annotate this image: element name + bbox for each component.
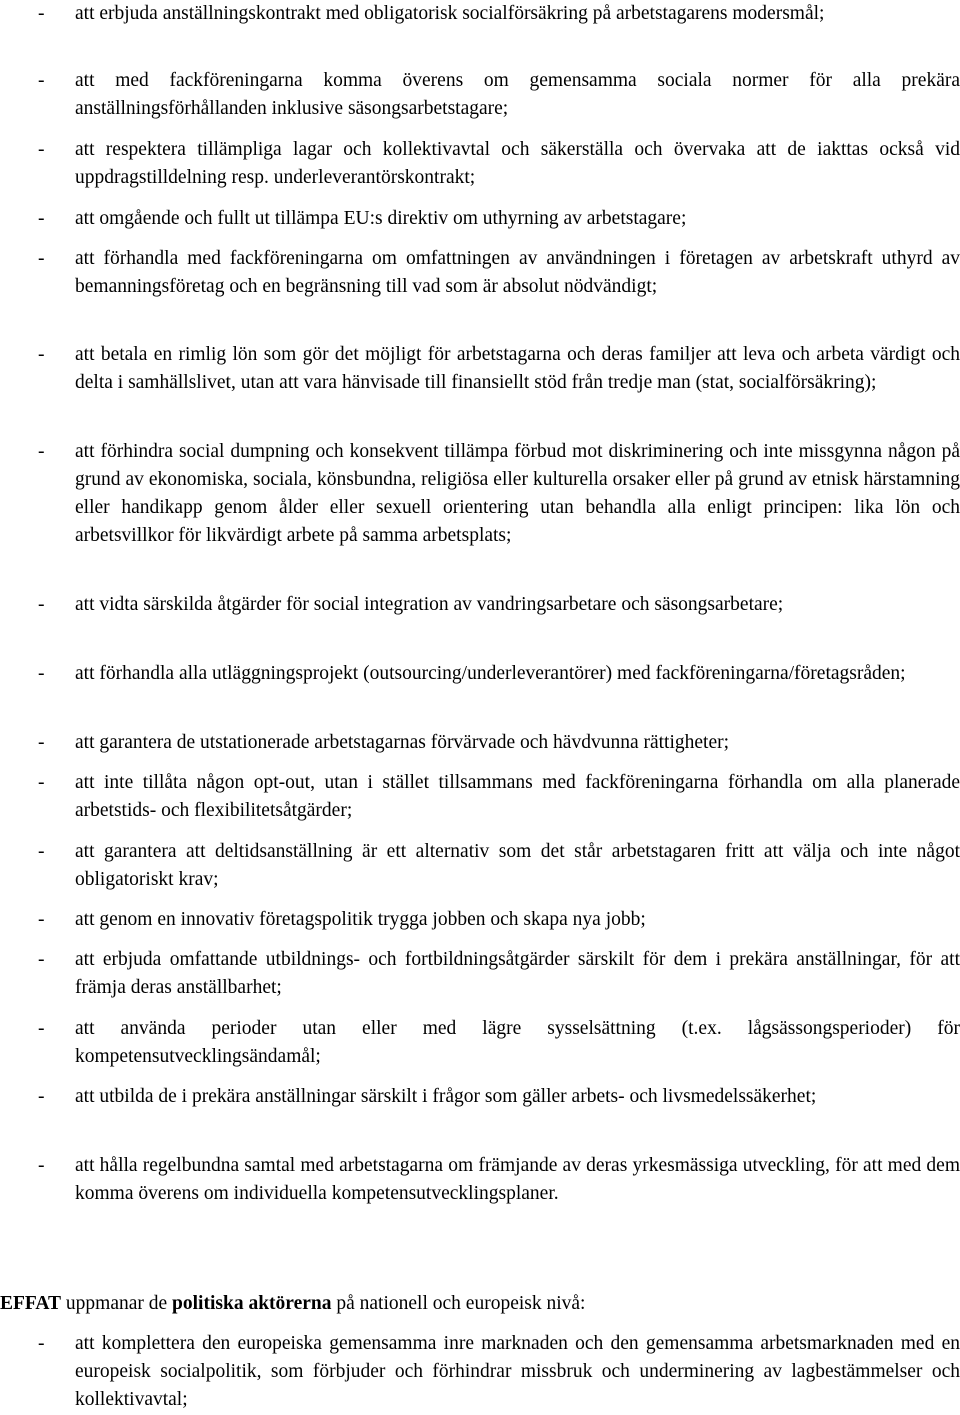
bullet-dash: - bbox=[38, 841, 45, 862]
section-intro-text-end: på nationell och europeisk nivå: bbox=[331, 1293, 586, 1314]
organization-name: EFFAT bbox=[0, 1293, 62, 1314]
bullet-dash: - bbox=[38, 663, 45, 684]
list-item bbox=[0, 136, 960, 192]
bullet-dash: - bbox=[38, 441, 45, 462]
bullet-dash: - bbox=[38, 139, 45, 160]
list-item bbox=[0, 1152, 960, 1208]
bullet-dash: - bbox=[38, 208, 45, 229]
bullet-dash: - bbox=[38, 1018, 45, 1039]
bullet-dash: - bbox=[38, 1086, 45, 1107]
list-item bbox=[0, 591, 960, 619]
list-item-text: att garantera att deltidsanställning är ett alternativ som det står arbetstagaren fritt att välja och inte något obligatoriskt krav; bbox=[75, 841, 960, 890]
bullet-dash: - bbox=[38, 772, 45, 793]
list-item-text: att respektera tillämpliga lagar och kollektivavtal och säkerställa och övervaka att de iakttas också vid uppdragstilldelning resp. underleverantörskontrakt; bbox=[75, 139, 960, 188]
list-item-text: att komplettera den europeiska gemensamma inre marknaden och den gemensamma arbetsmarknaden med en europeisk socialpolitik, som förbjuder och förhindrar missbruk och underminering av lagbestämmelser och kollektivavtal; bbox=[75, 1333, 960, 1410]
list-item bbox=[0, 438, 960, 550]
list-item-text: att erbjuda omfattande utbildnings- och fortbildningsåtgärder särskilt för dem i prekära anställningar, för att främja deras anställbarhet; bbox=[75, 949, 960, 998]
list-item bbox=[0, 1015, 960, 1071]
bullet-dash: - bbox=[38, 1333, 45, 1354]
section-intro-emphasis: politiska aktörerna bbox=[172, 1293, 332, 1314]
bullet-dash: - bbox=[38, 248, 45, 269]
list-item bbox=[0, 245, 960, 301]
list-item bbox=[0, 838, 960, 894]
bullet-dash: - bbox=[38, 70, 45, 91]
section-intro bbox=[0, 1290, 960, 1318]
list-item-text: att hålla regelbundna samtal med arbetstagarna om främjande av deras yrkesmässiga utveckling, för att med dem komma överens om individuella kompetensutvecklingsplaner. bbox=[75, 1155, 960, 1204]
bullet-dash: - bbox=[38, 594, 45, 615]
list-item bbox=[0, 729, 960, 757]
list-item-text: att förhandla med fackföreningarna om omfattningen av användningen i företagen av arbetskraft uthyrd av bemanningsföretag och en begränsning till vad som är absolut nödvändigt; bbox=[75, 248, 960, 297]
list-item-text: att garantera de utstationerade arbetstagarnas förvärvade och hävdvunna rättigheter; bbox=[75, 732, 730, 753]
list-item-text: att använda perioder utan eller med lägre sysselsättning (t.ex. lågsässongsperioder) för kompetensutvecklingsändamål; bbox=[75, 1018, 960, 1067]
list-item bbox=[0, 0, 960, 28]
list-item bbox=[0, 205, 960, 233]
bullet-dash: - bbox=[38, 344, 45, 365]
list-item-text: att utbilda de i prekära anställningar särskilt i frågor som gäller arbets- och livsmedelssäkerhet; bbox=[75, 1086, 817, 1107]
list-item bbox=[0, 1083, 960, 1111]
bullet-dash: - bbox=[38, 732, 45, 753]
list-item-text: att förhindra social dumpning och konsekvent tillämpa förbud mot diskriminering och inte missgynna någon på grund av ekonomiska, sociala, könsbundna, religiösa eller kulturella orsaker eller på grund av etnisk härstamning eller handikapp genom ålder eller sexuell orientering utan behandla alla enligt principen: lika lön och arbetsvillkor för likvärdigt arbete på samma arbetsplats; bbox=[75, 441, 960, 546]
list-item bbox=[0, 67, 960, 123]
bullet-dash: - bbox=[38, 909, 45, 930]
list-item-text: att betala en rimlig lön som gör det möjligt för arbetstagarna och deras familjer att leva och arbeta värdigt och delta i samhällslivet, utan att vara hänvisade till finansiellt stöd från tredje man (stat, socialförsäkring); bbox=[75, 344, 960, 393]
list-item bbox=[0, 906, 960, 934]
list-item-text: att omgående och fullt ut tillämpa EU:s direktiv om uthyrning av arbetstagare; bbox=[75, 208, 687, 229]
list-item-text: att med fackföreningarna komma överens om gemensamma sociala normer för alla prekära anställningsförhållanden inklusive säsongsarbetstagare; bbox=[75, 70, 960, 119]
list-item bbox=[0, 341, 960, 397]
list-item bbox=[0, 946, 960, 1002]
section-intro-text: uppmanar de bbox=[61, 1293, 173, 1314]
list-item bbox=[0, 660, 960, 688]
list-item bbox=[0, 769, 960, 825]
list-item-text: att förhandla alla utläggningsprojekt (outsourcing/underleverantörer) med fackföreningarna/företagsråden; bbox=[75, 663, 906, 684]
list-item-text: att genom en innovativ företagspolitik trygga jobben och skapa nya jobb; bbox=[75, 909, 646, 930]
bullet-dash: - bbox=[38, 3, 45, 24]
list-item-text: att erbjuda anställningskontrakt med obligatorisk socialförsäkring på arbetstagarens modersmål; bbox=[75, 3, 825, 24]
list-item-text: att vidta särskilda åtgärder för social integration av vandringsarbetare och säsongsarbetare; bbox=[75, 594, 784, 615]
bullet-dash: - bbox=[38, 949, 45, 970]
bullet-dash: - bbox=[38, 1155, 45, 1176]
list-item bbox=[0, 1330, 960, 1414]
list-item-text: att inte tillåta någon opt-out, utan i stället tillsammans med fackföreningarna förhandla om alla planerade arbetstids- och flexibilitetsåtgärder; bbox=[75, 772, 960, 821]
